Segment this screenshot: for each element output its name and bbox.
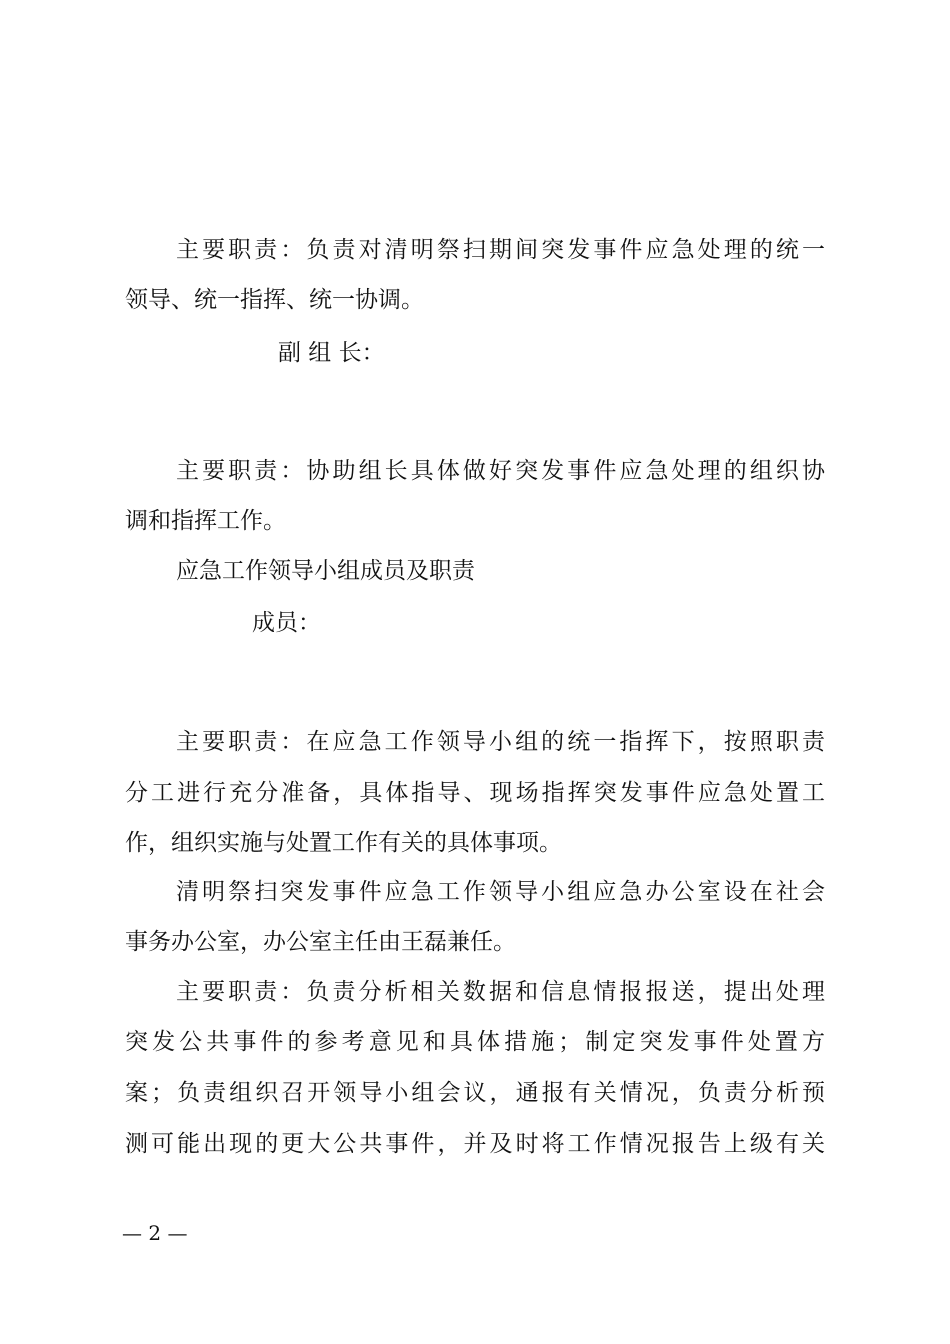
paragraph-line: 案；负责组织召开领导小组会议，通报有关情况，负责分析预	[125, 1080, 825, 1106]
paragraph-line: 调和指挥工作。	[125, 508, 286, 534]
paragraph-line: 作，组织实施与处置工作有关的具体事项。	[125, 830, 562, 856]
paragraph-line: 主要职责：负责对清明祭扫期间突发事件应急处理的统一	[176, 237, 825, 263]
paragraph-line: 主要职责：协助组长具体做好突发事件应急处理的组织协	[176, 458, 825, 484]
paragraph-line: 测可能出现的更大公共事件，并及时将工作情况报告上级有关	[125, 1131, 825, 1157]
paragraph-line: 事务办公室，办公室主任由王磊兼任。	[125, 929, 516, 955]
paragraph-line: 领导、统一指挥、统一协调。	[125, 287, 424, 313]
paragraph-line: 分工进行充分准备，具体指导、现场指挥突发事件应急处置工	[125, 780, 825, 806]
paragraph-line: 主要职责：负责分析相关数据和信息情报报送，提出处理	[176, 979, 825, 1005]
paragraph-line: 主要职责：在应急工作领导小组的统一指挥下，按照职责	[176, 729, 825, 755]
members-heading: 应急工作领导小组成员及职责	[176, 558, 475, 584]
paragraph-line: 突发公共事件的参考意见和具体措施；制定突发事件处置方	[125, 1029, 825, 1055]
paragraph-line: 清明祭扫突发事件应急工作领导小组应急办公室设在社会	[176, 879, 825, 905]
deputy-leader-label: 副 组 长：	[278, 340, 385, 366]
members-label: 成员：	[252, 610, 321, 636]
page-number: — 2 —	[122, 1221, 188, 1245]
